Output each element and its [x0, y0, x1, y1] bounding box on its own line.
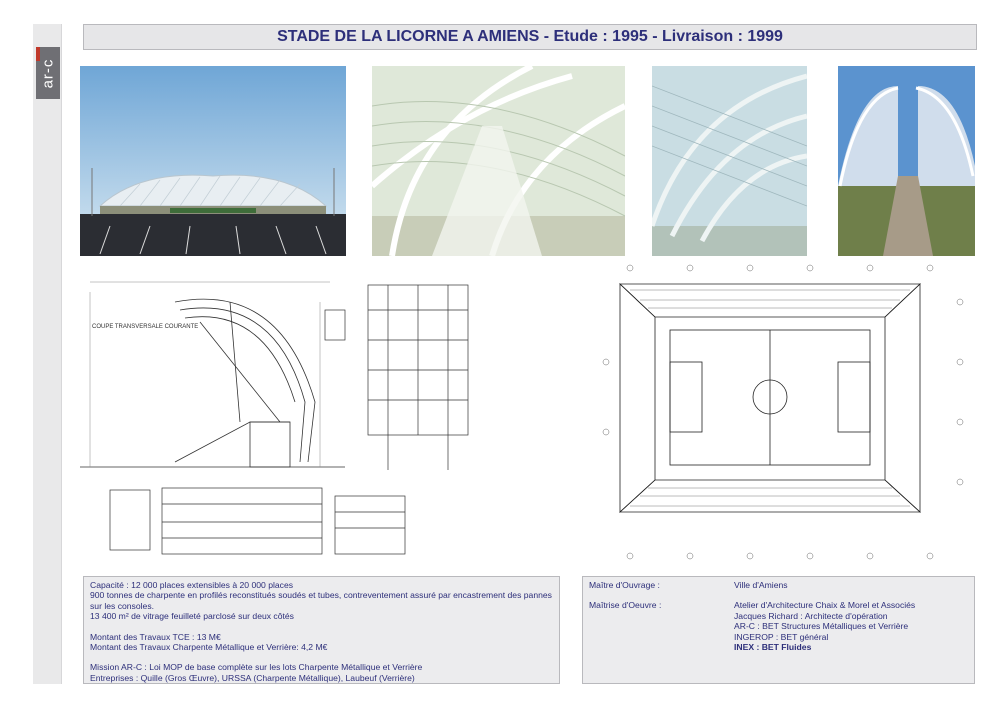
title-bar	[83, 24, 977, 50]
side-bar	[33, 24, 62, 684]
moe-operation-architect: Jacques Richard : Architecte d'opération	[734, 610, 888, 621]
section-caption: COUPE TRANSVERSALE COURANTE	[92, 324, 199, 330]
drawing-transverse-section	[80, 262, 350, 480]
project-team-panel	[582, 576, 975, 684]
capacity-text: Capacité : 12 000 places extensibles à 20 000 places	[90, 580, 294, 590]
owner-value: Ville d'Amiens	[734, 580, 788, 590]
moe-ingerop: INGEROP : BET général	[734, 631, 829, 642]
photo-stadium-exterior	[80, 66, 346, 256]
structure-text: 900 tonnes de charpente en profilés reconstitués soudés et tubes, contreventement assuré par encastrement des pannes sur les consoles.	[90, 590, 552, 611]
page-title: STADE DE LA LICORNE A AMIENS - Etude : 1995 - Livraison : 1999	[277, 28, 783, 45]
logo-accent	[36, 47, 40, 61]
project-details-panel	[83, 576, 560, 684]
moe-arc: AR-C : BET Structures Métalliques et Verrière	[734, 621, 909, 632]
glazing-text: 13 400 m² de vitrage feuilleté parclosé sur deux côtés	[90, 611, 294, 622]
mission-text: Mission AR-C : Loi MOP de base complète sur les lots Charpente Métallique et Verrière	[90, 662, 423, 673]
moe-inex: INEX : BET Fluides	[734, 642, 812, 653]
moe-architect: Atelier d'Architecture Chaix & Morel et Associés	[734, 600, 916, 611]
contractors-text: Entreprises : Quille (Gros Œuvre), URSSA (Charpente Métallique), Laubeuf (Verrière)	[90, 672, 415, 683]
photo-glass-roof	[652, 66, 807, 256]
drawing-elevation	[320, 270, 480, 480]
photo-entrance	[838, 66, 975, 256]
photo-stadium-arches	[372, 66, 625, 256]
arc-logo: ar-c	[36, 47, 60, 99]
total-cost-text: Montant des Travaux TCE : 13 M€	[90, 631, 221, 642]
owner-label: Maître d'Ouvrage :	[589, 580, 660, 590]
steel-cost-text: Montant des Travaux Charpente Métallique et Verrière: 4,2 M€	[90, 642, 328, 653]
drawing-stadium-plan	[600, 262, 975, 570]
moe-label: Maîtrise d'Oeuvre :	[589, 600, 662, 611]
drawing-roof-plan-detail	[80, 482, 410, 567]
